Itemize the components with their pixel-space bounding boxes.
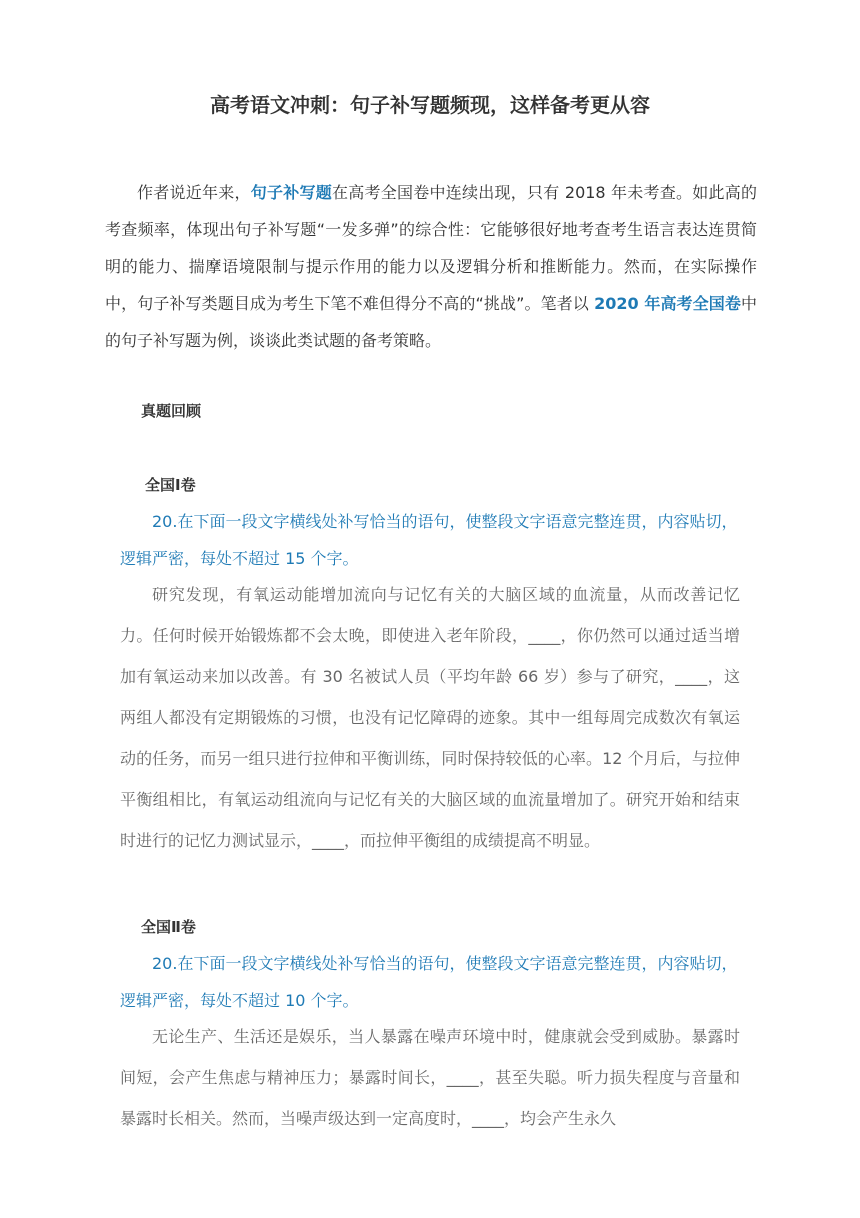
intro-paragraph xyxy=(105,174,757,359)
intro-text-2: 在高考全国卷中连续出现，只有 2018 年未考查。如此高的考查频率，体现出句子补写题“一发多弹”的综合性：它能够很好地考查考生语言表达连贯简明的能力、揣摩语境限制与提示作用的能力以及逻辑分析和推断能力。然而，在实际操作中，句子补写类题目成为考生下笔不难但得分不高的“挑战”。笔者以 xyxy=(105,183,757,313)
highlight-term-sentence-completion: 句子补写题 xyxy=(250,183,333,202)
intro-text-3: 中的句子补写题为例，谈谈此类试题的备考策略。 xyxy=(105,294,757,350)
paper-2-heading: 全国Ⅱ卷 xyxy=(141,918,196,936)
paper-1-heading: 全国Ⅰ卷 xyxy=(145,476,196,494)
article-title: 高考语文冲刺：句子补写题频现，这样备考更从容 xyxy=(210,93,650,117)
paper-2-passage: 无论生产、生活还是娱乐，当人暴露在噪声环境中时，健康就会受到威胁。暴露时间短，会产生焦虑与精神压力；暴露时间长，____，甚至失聪。听力损失程度与音量和暴露时长相关。然而，当噪声级达到一定高度时，____，均会产生永久 xyxy=(120,1027,740,1128)
paper-1-question: 20.在下面一段文字横线处补写恰当的语句，使整段文字语意完整连贯，内容贴切，逻辑严密，每处不超过 15 个字。 xyxy=(120,512,738,568)
highlight-term-2020-exam: 2020 年高考全国卷 xyxy=(594,294,741,313)
intro-text-1: 作者说近年来， xyxy=(137,183,251,202)
section-heading: 真题回顾 xyxy=(141,402,202,420)
paper-2-question: 20.在下面一段文字横线处补写恰当的语句，使整段文字语意完整连贯，内容贴切，逻辑严密，每处不超过 10 个字。 xyxy=(120,954,738,1010)
paper-1-passage: 研究发现，有氧运动能增加流向与记忆有关的大脑区域的血流量，从而改善记忆力。任何时候开始锻炼都不会太晚，即使进入老年阶段，____，你仍然可以通过适当增加有氧运动来加以改善。有 30 名被试人员（平均年龄 66 岁）参与了研究，____，这两组人都没有定期锻炼的习惯，也没有记忆障碍的迹象。其中一组每周完成数次有氧运动的任务，而另一组只进行拉伸和平衡训练，同时保持较低的心率。12 个月后，与拉伸平衡组相比，有氧运动组流向与记忆有关的大脑区域的血流量增加了。研究开始和结束时进行的记忆力测试显示，____，而拉伸平衡组的成绩提高不明显。 xyxy=(120,585,740,850)
